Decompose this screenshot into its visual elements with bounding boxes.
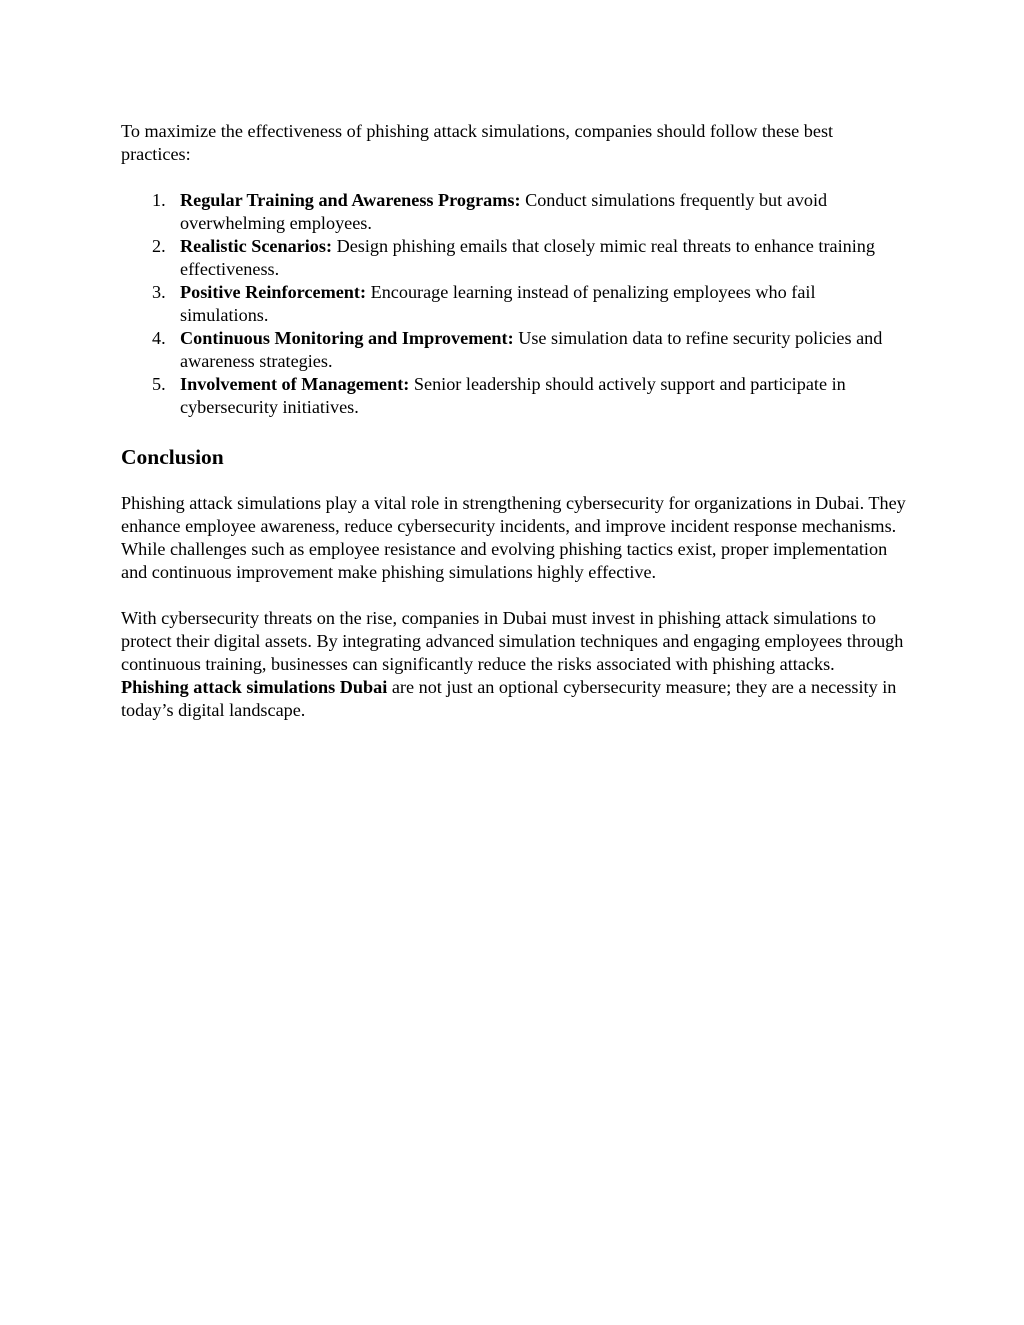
intro-paragraph: To maximize the effectiveness of phishing attack simulations, companies should follow these best practices: xyxy=(121,121,834,164)
list-number: 2. xyxy=(152,236,166,256)
list-item-text: Use simulation data to refine security policies and awareness strategies. xyxy=(180,328,883,371)
best-practices-list xyxy=(121,189,906,419)
list-item xyxy=(121,373,906,419)
list-item-text: Encourage learning instead of penalizing employees who fail simulations. xyxy=(180,282,816,325)
list-item xyxy=(121,327,906,373)
list-number: 4. xyxy=(152,328,166,348)
list-item-text: Design phishing emails that closely mimic real threats to enhance training effectiveness. xyxy=(180,236,875,279)
paragraph-text: With cybersecurity threats on the rise, companies in Dubai must invest in phishing attack simulations to protect their digital assets. By integrating advanced simulation techniques and engaging employees through continuous training, businesses can significantly reduce the risks associated with phishing attacks. xyxy=(121,608,904,674)
document-page xyxy=(121,120,906,722)
list-number: 5. xyxy=(152,374,166,394)
conclusion-paragraph-2 xyxy=(121,607,906,722)
conclusion-heading: Conclusion xyxy=(121,445,224,469)
list-item xyxy=(121,235,906,281)
list-item xyxy=(121,281,906,327)
list-item-text: Conduct simulations frequently but avoid overwhelming employees. xyxy=(180,190,828,233)
paragraph-bold-text: Phishing attack simulations Dubai xyxy=(121,677,388,697)
list-number: 3. xyxy=(152,282,166,302)
list-item-title: Continuous Monitoring and Improvement: xyxy=(180,328,514,348)
list-item xyxy=(121,189,906,235)
conclusion-paragraph-1: Phishing attack simulations play a vital role in strengthening cybersecurity for organizations in Dubai. They enhance employee awareness, reduce cybersecurity incidents, and improve incident response mechanisms. While challenges such as employee resistance and evolving phishing tactics exist, proper implementation and continuous improvement make phishing simulations highly effective. xyxy=(121,493,906,582)
list-item-title: Positive Reinforcement: xyxy=(180,282,367,302)
list-item-title: Realistic Scenarios: xyxy=(180,236,333,256)
list-number: 1. xyxy=(152,190,166,210)
list-item-title: Regular Training and Awareness Programs: xyxy=(180,190,521,210)
paragraph-text: are not just an optional cybersecurity measure; they are a necessity in today’s digital landscape. xyxy=(121,677,897,720)
list-item-title: Involvement of Management: xyxy=(180,374,410,394)
list-item-text: Senior leadership should actively support and participate in cybersecurity initiatives. xyxy=(180,374,846,417)
